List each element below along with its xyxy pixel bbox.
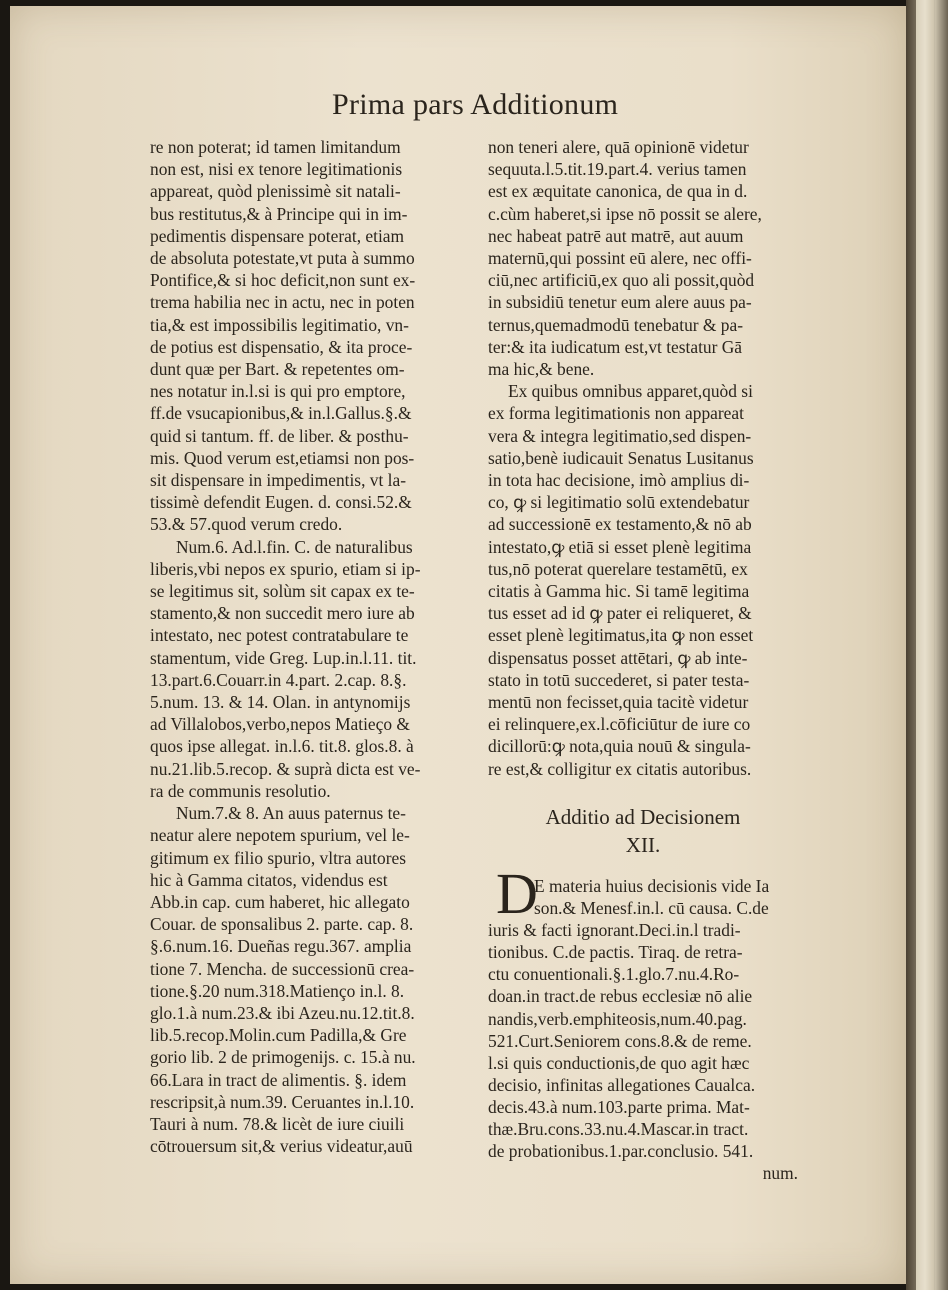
left-column-line: mis. Quod verum est,etiamsi non pos-	[150, 447, 415, 468]
right-column-line: ei relinquere,ex.l.cōficiūtur de iure co	[488, 714, 751, 735]
right-column-line: citatis à Gamma hic. Si tamē legitima	[488, 581, 750, 602]
left-column-line: trema habilia nec in actu, nec in poten	[150, 292, 415, 313]
right-column-line: ad successionē ex testamento,& nō ab	[488, 514, 752, 535]
left-column-line: §.6.num.16. Dueñas regu.367. amplia	[150, 936, 412, 957]
right-column-line: mentū non fecisset,quia tacitè videtur	[488, 692, 749, 713]
right-column-line: in subsidiū tenetur eum alere auus pa-	[488, 292, 752, 313]
left-column-line: intestato, nec potest contratabulare te	[150, 625, 409, 646]
right-column-line: in tota hac decisione, imò amplius di-	[488, 470, 750, 491]
right-column-line: ex forma legitimationis non appareat	[488, 403, 744, 424]
left-column-line: Abb.in cap. cum haberet, hic allegato	[150, 891, 410, 912]
left-column-line: hic à Gamma citatos, videndus est	[150, 869, 388, 890]
addition-heading-line1: Additio ad Decisionem	[545, 805, 741, 829]
left-column-line: sit dispensare in impedimentis, vt la-	[150, 470, 406, 491]
left-column-line: liberis,vbi nepos ex spurio, etiam si ip-	[150, 558, 421, 579]
left-column-line: nes notatur in.l.si is qui pro emptore,	[150, 381, 406, 402]
left-column-line: pedimentis dispensare poterat, etiam	[150, 225, 405, 246]
right-column-line: ternus,quemadmodū tenebatur & pa-	[488, 314, 743, 335]
right-column-line: re est,& colligitur ex citatis autoribus.	[488, 758, 752, 779]
left-column-line: lib.5.recop.Molin.cum Padilla,& Gre	[150, 1025, 407, 1046]
addition-line: E materia huius decisionis vide Ia	[534, 876, 770, 896]
left-column-line: tione 7. Mencha. de successionū crea-	[150, 958, 415, 979]
left-column-line: ad Villalobos,verbo,nepos Matieço &	[150, 714, 410, 735]
left-column-line: 5.num. 13. & 14. Olan. in antynomijs	[150, 692, 411, 713]
left-column-line: de potius est dispensatio, & ita proce-	[150, 336, 413, 357]
right-column-line: co, ꝙ si legitimatio solū extendebatur	[488, 492, 750, 513]
right-column-line: dispensatus posset attētari, ꝙ ab inte-	[488, 647, 748, 668]
right-column-line: vera & integra legitimatio,sed dispen-	[488, 425, 752, 446]
left-column-line: ra de communis resolutio.	[150, 780, 331, 801]
left-column-line: dunt quæ per Bart. & repetentes om-	[150, 359, 405, 380]
left-column-line: tia,& est impossibilis legitimatio, vn-	[150, 314, 409, 335]
left-column-line: de absoluta potestate,vt puta à summo	[150, 248, 415, 269]
addition-line: doan.in tract.de rebus ecclesiæ nō alie	[488, 986, 753, 1007]
addition-text-body	[488, 875, 802, 1184]
left-column-line: 13.part.6.Couarr.in 4.part. 2.cap. 8.§.	[150, 669, 407, 690]
addition-line: l.si quis conductionis,de quo agit hæc	[488, 1052, 750, 1073]
left-column-line: Num.7.& 8. An auus paternus te-	[176, 803, 406, 824]
right-column-line: nec habeat patrē aut matrē, aut auum	[488, 225, 744, 246]
left-column-line: nu.21.lib.5.recop. & suprà dicta est ve-	[150, 758, 421, 779]
right-text-column	[488, 136, 798, 780]
left-column-line: ff.de vsucapionibus,& in.l.Gallus.§.&	[150, 403, 412, 424]
left-column-line: gitimum ex filio spurio, vltra autores	[150, 847, 406, 868]
right-column-line: esset plenè legitimatus,ita ꝙ non esset	[488, 625, 754, 646]
left-column-line: neatur alere nepotem spurium, vel le-	[150, 825, 410, 846]
right-column-line: est ex æquitate canonica, de qua in d.	[488, 181, 748, 202]
right-column-line: maternū,qui possint eū alere, nec offi-	[488, 248, 752, 269]
addition-line: decisio, infinitas allegationes Caualca.	[488, 1074, 756, 1095]
addition-line: 521.Curt.Seniorem cons.8.& de reme.	[488, 1030, 752, 1051]
right-column-line: ter:& ita iudicatum est,vt testatur Gā	[488, 336, 743, 357]
right-column-line: dicillorū:ꝙ nota,quia nouū & singula-	[488, 736, 751, 757]
left-text-column	[150, 136, 468, 1157]
right-column-line: ciū,nec artificiū,ex quo ali possit,quòd	[488, 270, 755, 291]
left-column-line: re non poterat; id tamen limitandum	[150, 137, 401, 157]
left-column-line: stamentum, vide Greg. Lup.in.l.11. tit.	[150, 647, 417, 668]
addition-line: de probationibus.1.par.conclusio. 541.	[488, 1141, 754, 1162]
left-column-line: gorio lib. 2 de primogenijs. c. 15.à nu.	[150, 1047, 416, 1068]
right-column-line: intestato,ꝙ etiā si esset plenè legitima	[488, 536, 752, 557]
addition-line: thæ.Bru.cons.33.nu.4.Mascar.in tract.	[488, 1119, 749, 1140]
addition-heading-line2: XII.	[625, 833, 661, 857]
addition-heading	[488, 803, 798, 859]
addition-line: decis.43.à num.103.parte prima. Mat-	[488, 1096, 750, 1117]
right-column-line: sequuta.l.5.tit.19.part.4. verius tamen	[488, 159, 747, 180]
right-column-line: ma hic,& bene.	[488, 359, 595, 380]
left-column-line: bus restitutus,& à Principe qui in im-	[150, 203, 408, 224]
left-column-line: quos ipse allegat. in.l.6. tit.8. glos.8. à	[150, 736, 414, 757]
right-column-line: tus,nō poterat querelare testamētū, ex	[488, 558, 748, 579]
left-column-line: non est, nisi ex tenore legitimationis	[150, 159, 403, 180]
right-column-line: non teneri alere, quā opinionē videtur	[488, 137, 749, 157]
addition-line: iuris & facti ignorant.Deci.in.l tradi-	[488, 920, 741, 941]
left-column-line: Num.6. Ad.l.fin. C. de naturalibus	[176, 536, 413, 557]
left-column-line: cōtrouersum sit,& verius videatur,auū	[150, 1136, 413, 1157]
drop-cap: D	[496, 861, 538, 926]
addition-line: tionibus. C.de pactis. Tiraq. de retra-	[488, 942, 743, 963]
addition-line: ctu conuentionali.§.1.glo.7.nu.4.Ro-	[488, 964, 740, 985]
left-column-line: tione.§.20 num.318.Matienço in.l. 8.	[150, 980, 405, 1001]
running-header: Prima pars Additionum	[332, 88, 619, 121]
left-column-line: quid si tantum. ff. de liber. & posthu-	[150, 425, 409, 446]
adjacent-page-strip	[916, 0, 934, 1290]
right-column-line: stato in totū succederet, si pater testa-	[488, 669, 750, 690]
addition-line: nandis,verb.emphiteosis,num.40.pag.	[488, 1008, 747, 1029]
left-column-line: rescripsit,à num.39. Ceruantes in.l.10.	[150, 1091, 415, 1112]
left-column-line: Pontifice,& si hoc deficit,non sunt ex-	[150, 270, 416, 291]
right-column-line: Ex quibus omnibus apparet,quòd si	[508, 381, 753, 402]
left-column-line: 66.Lara in tract de alimentis. §. idem	[150, 1069, 407, 1090]
left-column-line: Tauri à num. 78.& licèt de iure ciuili	[150, 1113, 405, 1134]
left-column-line: appareat, quòd plenissimè sit natali-	[150, 181, 401, 202]
addition-line: num.	[762, 1163, 798, 1184]
left-column-line: glo.1.à num.23.& ibi Azeu.nu.12.tit.8.	[150, 1002, 415, 1023]
right-column-line: c.cùm haberet,si ipse nō possit se alere,	[488, 203, 762, 224]
right-column-line: tus esset ad id ꝙ pater ei reliqueret, &	[488, 603, 752, 624]
left-column-line: 53.& 57.quod verum credo.	[150, 514, 343, 535]
right-column-line: satio,benè iudicauit Senatus Lusitanus	[488, 447, 754, 468]
left-column-line: tissimè defendit Eugen. d. consi.52.&	[150, 492, 412, 513]
addition-line: son.& Menesf.in.l. cū causa. C.de	[534, 898, 769, 919]
left-column-line: se legitimus sit, solùm sit capax ex te-	[150, 581, 415, 602]
left-column-line: Couar. de sponsalibus 2. parte. cap. 8.	[150, 914, 414, 935]
left-column-line: stamento,& non succedit mero iure ab	[150, 603, 415, 624]
